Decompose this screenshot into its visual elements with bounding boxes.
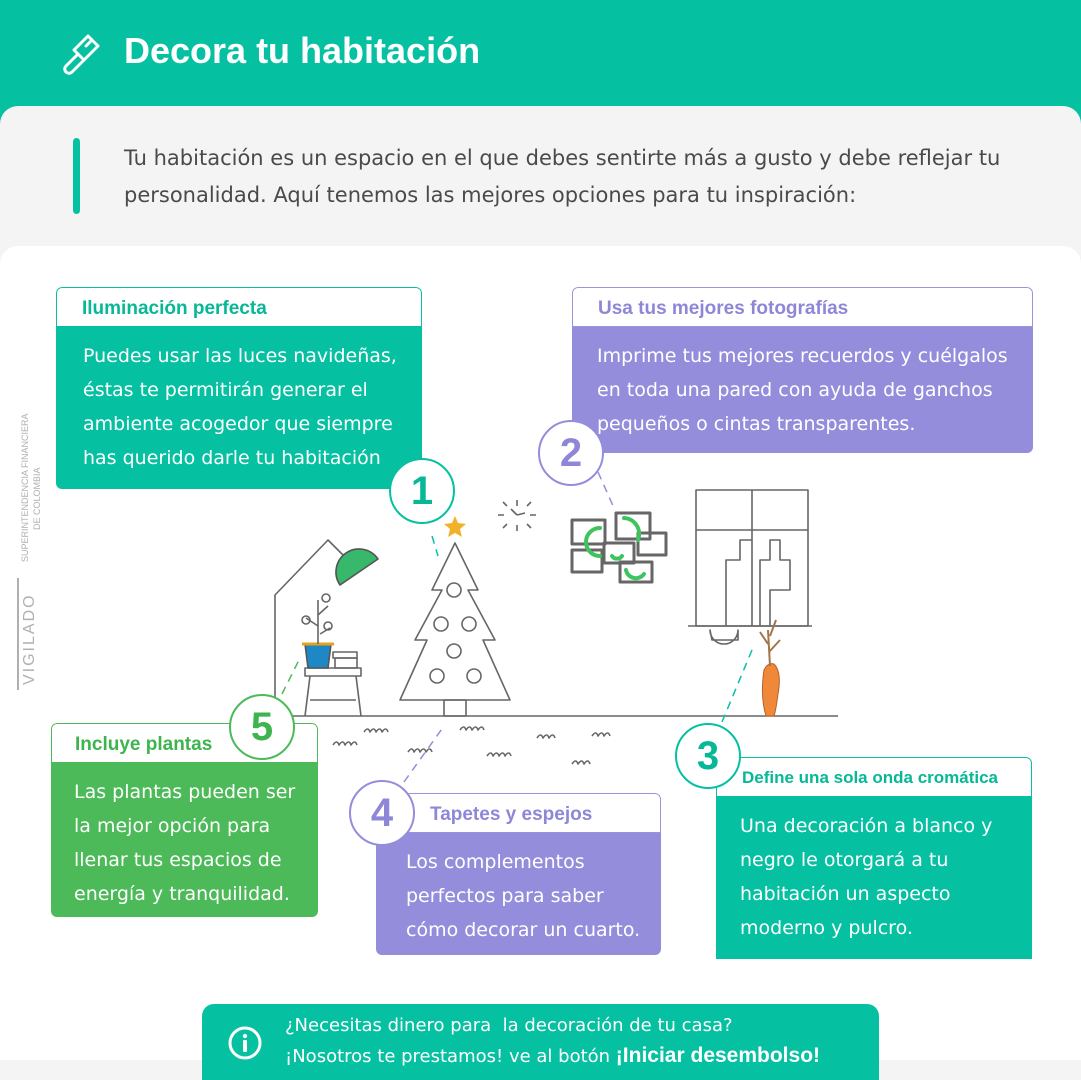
- intro-accent-bar: [73, 138, 80, 214]
- tip-text: Las plantas pueden ser la mejor opción para llenar tus espacios de energía y tranquilidad.: [51, 763, 318, 917]
- tip-text: Una decoración a blanco y negro le otorgará a tu habitación un aspecto moderno y pulcro.: [716, 797, 1032, 959]
- tip-number-3: 3: [675, 723, 741, 789]
- tip-number-1: 1: [389, 458, 455, 524]
- tip-title: Usa tus mejores fotografías: [572, 287, 1033, 327]
- tip-number-5: 5: [229, 694, 295, 760]
- tip-card-2: [572, 287, 1033, 453]
- cta-banner: [202, 1004, 879, 1080]
- info-icon: [228, 1026, 262, 1060]
- tip-text: Puedes usar las luces navideñas, éstas te permitirán generar el ambiente acogedor que siempre has querido darle tu habitación: [56, 327, 422, 489]
- vigilado-logo: [4, 380, 54, 700]
- tip-title: Tapetes y espejos: [376, 793, 661, 833]
- svg-text:SUPERINTENDENCIA FINANCIERA: SUPERINTENDENCIA FINANCIERA: [20, 413, 30, 562]
- tip-card-3: [716, 757, 1032, 967]
- tip-card-1: [56, 287, 422, 489]
- tip-title: Define una sola onda cromática: [716, 757, 1032, 797]
- cta-message: [285, 1044, 820, 1068]
- paintbrush-icon: [58, 30, 104, 76]
- tip-text: Imprime tus mejores recuerdos y cuélgalos en toda una pared con ayuda de ganchos pequeños o cintas transparentes.: [572, 327, 1033, 453]
- tip-title: Incluye plantas: [51, 723, 318, 763]
- page-title: Decora tu habitación: [124, 30, 481, 71]
- svg-text:VIGILADO: VIGILADO: [21, 593, 38, 685]
- cta-button-text: ¡Iniciar desembolso!: [615, 1044, 821, 1067]
- tip-number-2: 2: [538, 420, 604, 486]
- cta-question: ¿Necesitas dinero para la decoración de tu casa?: [285, 1015, 733, 1036]
- intro-text: Tu habitación es un espacio en el que debes sentirte más a gusto y debe reflejar tu personalidad. Aquí tenemos las mejores opciones para tu inspiración:: [124, 146, 1001, 207]
- tip-title: Iluminación perfecta: [56, 287, 422, 327]
- tip-text: Los complementos perfectos para saber cómo decorar un cuarto.: [376, 833, 661, 955]
- cta-message-text: ¡Nosotros te prestamos! ve al botón: [285, 1046, 616, 1067]
- tip-card-4: [376, 793, 661, 955]
- tip-number-4: 4: [349, 780, 415, 846]
- svg-text:DE COLOMBIA: DE COLOMBIA: [32, 467, 42, 530]
